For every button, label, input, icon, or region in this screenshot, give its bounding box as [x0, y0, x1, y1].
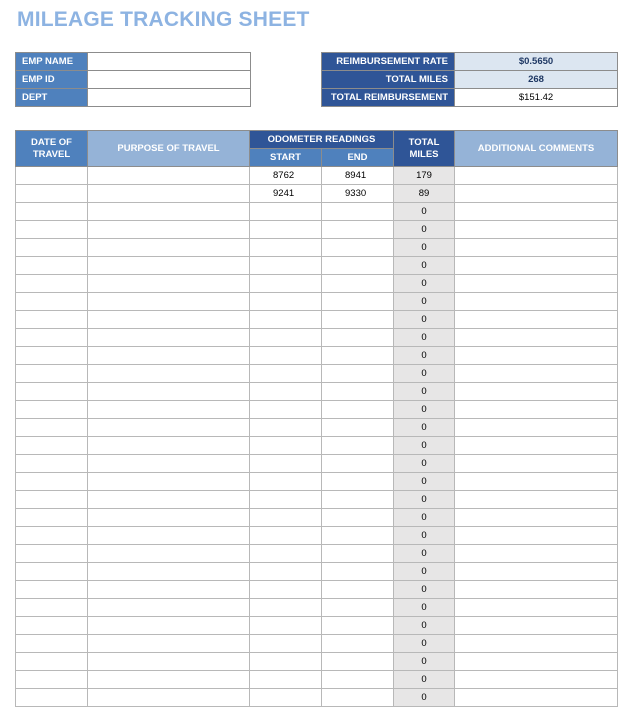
total-miles-cell: 0 — [394, 383, 455, 401]
date-cell[interactable] — [16, 275, 88, 293]
table-row — [16, 635, 618, 653]
purpose-cell[interactable] — [88, 239, 250, 257]
purpose-cell[interactable] — [88, 581, 250, 599]
comments-cell[interactable] — [455, 617, 618, 635]
date-cell[interactable] — [16, 401, 88, 419]
table-row — [16, 509, 618, 527]
comments-cell[interactable] — [455, 275, 618, 293]
employee-row-id — [16, 71, 251, 89]
date-cell[interactable] — [16, 203, 88, 221]
dept-label: DEPT — [16, 89, 88, 107]
purpose-cell[interactable] — [88, 689, 250, 707]
table-row — [16, 653, 618, 671]
table-row — [16, 527, 618, 545]
comments-cell[interactable] — [455, 653, 618, 671]
summary-row-miles — [322, 71, 618, 89]
emp-id-field[interactable] — [88, 71, 251, 89]
summary-row-reimbursement — [322, 89, 618, 107]
total-miles-cell: 0 — [394, 365, 455, 383]
total-miles-cell: 0 — [394, 221, 455, 239]
table-row — [16, 599, 618, 617]
table-row — [16, 311, 618, 329]
odometer-start-cell[interactable] — [250, 311, 322, 329]
total-miles-cell: 0 — [394, 311, 455, 329]
odometer-start-cell[interactable] — [250, 275, 322, 293]
date-cell[interactable] — [16, 437, 88, 455]
comments-cell[interactable] — [455, 473, 618, 491]
reimbursement-rate-label: REIMBURSEMENT RATE — [322, 53, 455, 71]
comments-cell[interactable] — [455, 671, 618, 689]
date-cell[interactable] — [16, 383, 88, 401]
employee-row-name — [16, 53, 251, 71]
odometer-start-cell[interactable] — [250, 689, 322, 707]
odometer-start-cell[interactable] — [250, 293, 322, 311]
comments-cell[interactable] — [455, 545, 618, 563]
total-miles-cell: 0 — [394, 239, 455, 257]
date-cell[interactable] — [16, 581, 88, 599]
odometer-end-cell[interactable] — [322, 455, 394, 473]
comments-cell[interactable] — [455, 563, 618, 581]
purpose-cell[interactable] — [88, 671, 250, 689]
table-row — [16, 617, 618, 635]
odometer-start-cell[interactable] — [250, 653, 322, 671]
comments-cell[interactable] — [455, 239, 618, 257]
purpose-cell[interactable] — [88, 383, 250, 401]
dept-field[interactable] — [88, 89, 251, 107]
date-cell[interactable] — [16, 257, 88, 275]
table-row — [16, 545, 618, 563]
table-row — [16, 689, 618, 707]
purpose-cell[interactable] — [88, 599, 250, 617]
total-miles-cell: 0 — [394, 419, 455, 437]
odometer-end-cell[interactable] — [322, 491, 394, 509]
purpose-cell[interactable] — [88, 653, 250, 671]
odometer-end-cell[interactable] — [322, 365, 394, 383]
purpose-cell[interactable] — [88, 455, 250, 473]
odometer-start-cell[interactable] — [250, 527, 322, 545]
date-cell[interactable] — [16, 671, 88, 689]
comments-cell[interactable] — [455, 329, 618, 347]
table-row — [16, 671, 618, 689]
odometer-start-cell[interactable] — [250, 383, 322, 401]
comments-cell[interactable] — [455, 689, 618, 707]
purpose-cell[interactable] — [88, 617, 250, 635]
odometer-start-cell[interactable] — [250, 599, 322, 617]
total-miles-cell: 0 — [394, 203, 455, 221]
date-cell[interactable] — [16, 293, 88, 311]
table-row — [16, 239, 618, 257]
purpose-cell[interactable] — [88, 203, 250, 221]
odometer-start-cell[interactable]: 9241 — [250, 185, 322, 203]
additional-comments-header: ADDITIONAL COMMENTS — [455, 131, 618, 167]
purpose-cell[interactable] — [88, 347, 250, 365]
odometer-end-cell[interactable] — [322, 347, 394, 365]
comments-cell[interactable] — [455, 491, 618, 509]
comments-cell[interactable] — [455, 383, 618, 401]
date-cell[interactable] — [16, 221, 88, 239]
date-cell[interactable] — [16, 527, 88, 545]
odometer-start-cell[interactable] — [250, 329, 322, 347]
odometer-start-cell[interactable] — [250, 239, 322, 257]
table-row — [16, 581, 618, 599]
purpose-cell[interactable] — [88, 563, 250, 581]
purpose-cell[interactable] — [88, 545, 250, 563]
odometer-start-cell[interactable] — [250, 563, 322, 581]
purpose-cell[interactable] — [88, 257, 250, 275]
date-cell[interactable] — [16, 617, 88, 635]
comments-cell[interactable] — [455, 437, 618, 455]
total-miles-cell: 0 — [394, 617, 455, 635]
purpose-cell[interactable] — [88, 221, 250, 239]
comments-cell[interactable] — [455, 347, 618, 365]
odometer-start-cell[interactable] — [250, 347, 322, 365]
odometer-end-cell[interactable] — [322, 509, 394, 527]
purpose-cell[interactable] — [88, 365, 250, 383]
comments-cell[interactable] — [455, 185, 618, 203]
total-miles-cell: 0 — [394, 401, 455, 419]
date-cell[interactable] — [16, 347, 88, 365]
date-cell[interactable] — [16, 419, 88, 437]
total-miles-cell: 0 — [394, 545, 455, 563]
comments-cell[interactable] — [455, 455, 618, 473]
table-row — [16, 455, 618, 473]
odometer-end-cell[interactable] — [322, 383, 394, 401]
purpose-cell[interactable] — [88, 635, 250, 653]
date-of-travel-header: DATE OF TRAVEL — [16, 131, 88, 167]
comments-cell[interactable] — [455, 527, 618, 545]
table-row — [16, 491, 618, 509]
date-cell[interactable] — [16, 491, 88, 509]
odometer-start-cell[interactable] — [250, 617, 322, 635]
comments-cell[interactable] — [455, 257, 618, 275]
odometer-start-cell[interactable] — [250, 581, 322, 599]
total-miles-cell: 0 — [394, 257, 455, 275]
odometer-end-cell[interactable] — [322, 203, 394, 221]
total-miles-cell: 0 — [394, 473, 455, 491]
table-row — [16, 365, 618, 383]
odometer-end-cell[interactable] — [322, 401, 394, 419]
table-row — [16, 203, 618, 221]
table-row — [16, 275, 618, 293]
table-row — [16, 293, 618, 311]
date-cell[interactable] — [16, 635, 88, 653]
odometer-start-cell[interactable] — [250, 401, 322, 419]
purpose-cell[interactable] — [88, 275, 250, 293]
purpose-cell[interactable] — [88, 293, 250, 311]
total-miles-cell: 0 — [394, 581, 455, 599]
date-cell[interactable] — [16, 545, 88, 563]
total-miles-cell: 0 — [394, 527, 455, 545]
comments-cell[interactable] — [455, 581, 618, 599]
total-miles-cell: 179 — [394, 167, 455, 185]
total-miles-cell: 0 — [394, 671, 455, 689]
table-row — [16, 383, 618, 401]
odometer-start-cell[interactable] — [250, 635, 322, 653]
odometer-start-cell[interactable] — [250, 473, 322, 491]
table-row — [16, 437, 618, 455]
comments-cell[interactable] — [455, 599, 618, 617]
date-cell[interactable] — [16, 509, 88, 527]
date-cell[interactable] — [16, 455, 88, 473]
odometer-end-cell[interactable] — [322, 257, 394, 275]
total-miles-label: TOTAL MILES — [322, 71, 455, 89]
purpose-cell[interactable] — [88, 473, 250, 491]
date-cell[interactable] — [16, 599, 88, 617]
comments-cell[interactable] — [455, 635, 618, 653]
employee-row-dept — [16, 89, 251, 107]
table-row — [16, 167, 618, 185]
date-cell[interactable] — [16, 311, 88, 329]
comments-cell[interactable] — [455, 419, 618, 437]
total-miles-cell: 89 — [394, 185, 455, 203]
date-cell[interactable] — [16, 239, 88, 257]
employee-info-table — [15, 52, 251, 107]
odometer-start-cell[interactable] — [250, 545, 322, 563]
table-row — [16, 419, 618, 437]
total-miles-cell: 0 — [394, 635, 455, 653]
odometer-end-cell[interactable] — [322, 437, 394, 455]
odometer-start-cell[interactable] — [250, 437, 322, 455]
mileage-log-table — [15, 130, 618, 707]
odometer-end-cell[interactable] — [322, 329, 394, 347]
table-row — [16, 185, 618, 203]
total-miles-cell: 0 — [394, 293, 455, 311]
total-miles-cell: 0 — [394, 329, 455, 347]
odometer-start-cell[interactable] — [250, 365, 322, 383]
reimbursement-summary-table — [321, 52, 618, 107]
purpose-cell[interactable] — [88, 419, 250, 437]
comments-cell[interactable] — [455, 401, 618, 419]
odometer-end-header: END — [322, 149, 394, 167]
date-cell[interactable] — [16, 473, 88, 491]
comments-cell[interactable] — [455, 167, 618, 185]
odometer-end-cell[interactable] — [322, 581, 394, 599]
purpose-cell[interactable] — [88, 491, 250, 509]
odometer-end-cell[interactable] — [322, 275, 394, 293]
odometer-end-cell[interactable] — [322, 671, 394, 689]
odometer-readings-header: ODOMETER READINGS — [250, 131, 394, 149]
total-miles-cell: 0 — [394, 599, 455, 617]
odometer-end-cell[interactable] — [322, 311, 394, 329]
table-row — [16, 347, 618, 365]
odometer-end-cell[interactable]: 8941 — [322, 167, 394, 185]
purpose-of-travel-header: PURPOSE OF TRAVEL — [88, 131, 250, 167]
odometer-start-cell[interactable] — [250, 221, 322, 239]
total-miles-cell: 0 — [394, 653, 455, 671]
total-miles-cell: 0 — [394, 347, 455, 365]
odometer-end-cell[interactable] — [322, 689, 394, 707]
table-row — [16, 473, 618, 491]
comments-cell[interactable] — [455, 293, 618, 311]
comments-cell[interactable] — [455, 365, 618, 383]
odometer-start-header: START — [250, 149, 322, 167]
date-cell[interactable] — [16, 563, 88, 581]
purpose-cell[interactable] — [88, 185, 250, 203]
date-cell[interactable] — [16, 185, 88, 203]
total-reimbursement-value[interactable]: $151.42 — [455, 89, 618, 107]
comments-cell[interactable] — [455, 509, 618, 527]
purpose-cell[interactable] — [88, 311, 250, 329]
odometer-start-cell[interactable]: 8762 — [250, 167, 322, 185]
total-miles-header: TOTAL MILES — [394, 131, 455, 167]
purpose-cell[interactable] — [88, 437, 250, 455]
odometer-end-cell[interactable] — [322, 563, 394, 581]
odometer-start-cell[interactable] — [250, 419, 322, 437]
odometer-end-cell[interactable] — [322, 599, 394, 617]
total-miles-cell: 0 — [394, 275, 455, 293]
total-reimbursement-label: TOTAL REIMBURSEMENT — [322, 89, 455, 107]
odometer-end-cell[interactable] — [322, 527, 394, 545]
table-row — [16, 401, 618, 419]
table-row — [16, 257, 618, 275]
date-cell[interactable] — [16, 365, 88, 383]
reimbursement-rate-value[interactable]: $0.5650 — [455, 53, 618, 71]
odometer-start-cell[interactable] — [250, 455, 322, 473]
odometer-end-cell[interactable] — [322, 617, 394, 635]
date-cell[interactable] — [16, 689, 88, 707]
purpose-cell[interactable] — [88, 167, 250, 185]
table-row — [16, 221, 618, 239]
total-miles-cell: 0 — [394, 491, 455, 509]
comments-cell[interactable] — [455, 311, 618, 329]
odometer-end-cell[interactable] — [322, 221, 394, 239]
odometer-start-cell[interactable] — [250, 509, 322, 527]
odometer-start-cell[interactable] — [250, 491, 322, 509]
purpose-cell[interactable] — [88, 527, 250, 545]
total-miles-cell: 0 — [394, 689, 455, 707]
purpose-cell[interactable] — [88, 329, 250, 347]
total-miles-cell: 0 — [394, 437, 455, 455]
table-row — [16, 329, 618, 347]
emp-id-label: EMP ID — [16, 71, 88, 89]
odometer-start-cell[interactable] — [250, 671, 322, 689]
emp-name-label: EMP NAME — [16, 53, 88, 71]
total-miles-value[interactable]: 268 — [455, 71, 618, 89]
odometer-end-cell[interactable] — [322, 635, 394, 653]
odometer-start-cell[interactable] — [250, 257, 322, 275]
comments-cell[interactable] — [455, 221, 618, 239]
date-cell[interactable] — [16, 167, 88, 185]
date-cell[interactable] — [16, 329, 88, 347]
odometer-end-cell[interactable] — [322, 653, 394, 671]
odometer-end-cell[interactable] — [322, 293, 394, 311]
table-row — [16, 563, 618, 581]
total-miles-cell: 0 — [394, 455, 455, 473]
summary-row-rate — [322, 53, 618, 71]
odometer-end-cell[interactable]: 9330 — [322, 185, 394, 203]
total-miles-cell: 0 — [394, 563, 455, 581]
odometer-end-cell[interactable] — [322, 545, 394, 563]
comments-cell[interactable] — [455, 203, 618, 221]
purpose-cell[interactable] — [88, 401, 250, 419]
date-cell[interactable] — [16, 653, 88, 671]
odometer-end-cell[interactable] — [322, 473, 394, 491]
odometer-start-cell[interactable] — [250, 203, 322, 221]
total-miles-cell: 0 — [394, 509, 455, 527]
sheet-title: MILEAGE TRACKING SHEET — [17, 8, 310, 31]
purpose-cell[interactable] — [88, 509, 250, 527]
odometer-end-cell[interactable] — [322, 419, 394, 437]
odometer-end-cell[interactable] — [322, 239, 394, 257]
emp-name-field[interactable] — [88, 53, 251, 71]
